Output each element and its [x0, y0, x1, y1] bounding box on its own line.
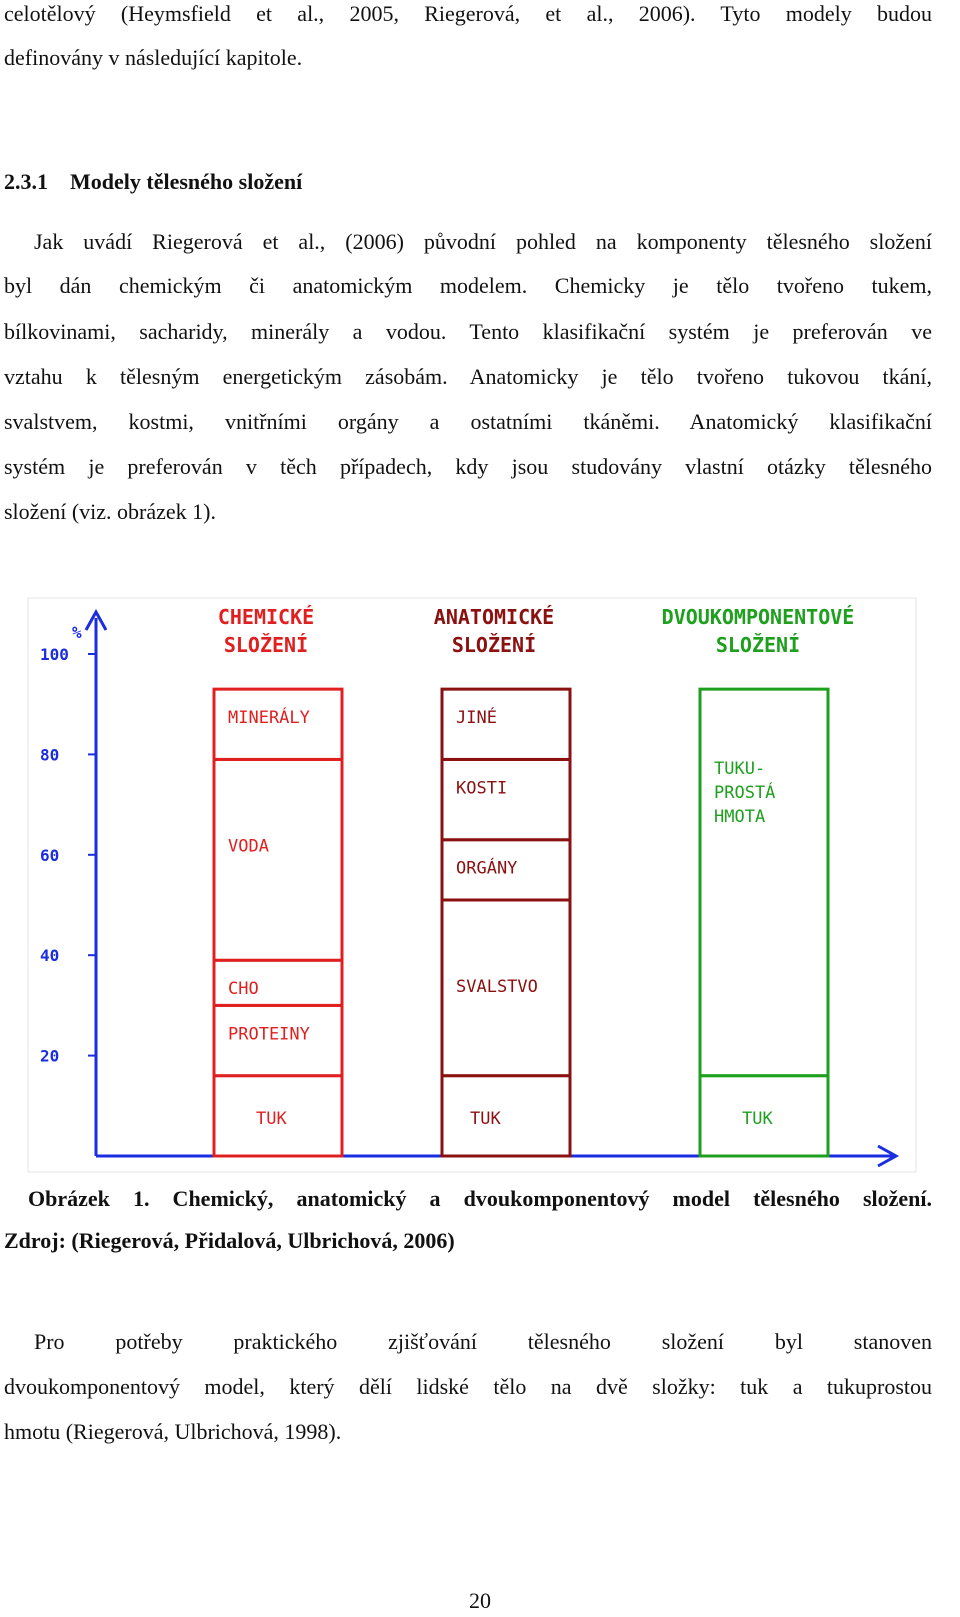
bar-segment [442, 1076, 570, 1156]
bar-segment-label: PROSTÁ [714, 783, 776, 804]
y-axis-label: % [72, 623, 82, 642]
column-title: SLOŽENÍ [715, 633, 801, 657]
paragraph-line: systém je preferován v těch případech, kdy jsou studovány vlastní otázky tělesného [4, 454, 932, 479]
paragraph-line: Jak uvádí Riegerová et al., (2006) původní pohled na komponenty tělesného složení [34, 229, 932, 254]
paragraph-line: složení (viz. obrázek 1). [4, 499, 216, 524]
bar-segment-label: PROTEINY [228, 1024, 310, 1045]
bar-segment-label: VODA [228, 836, 269, 857]
column-title: SLOŽENÍ [223, 633, 309, 657]
paragraph-line: bílkovinami, sacharidy, minerály a vodou. Tento klasifikační systém je preferován ve [4, 319, 932, 344]
column-title: SLOŽENÍ [451, 633, 537, 657]
body-composition-chart [26, 596, 918, 1176]
paragraph-line: hmotu (Riegerová, Ulbrichová, 1998). [4, 1419, 342, 1444]
figure-caption-line: Obrázek 1. Chemický, anatomický a dvoukomponentový model tělesného složení. [28, 1186, 932, 1211]
bar-segment-label: JINÉ [456, 708, 497, 729]
section-title: Modely tělesného složení [70, 169, 303, 194]
paragraph-line: Pro potřeby praktického zjišťování tělesného složení byl stanoven [34, 1329, 932, 1354]
section-heading [4, 168, 932, 196]
paragraph-line: vztahu k tělesným energetickým zásobám. Anatomicky je tělo tvořeno tukovou tkání, [4, 364, 932, 389]
y-tick-label: 60 [40, 845, 60, 865]
y-tick-label: 40 [40, 946, 60, 966]
figure-caption-line: Zdroj: (Riegerová, Přidalová, Ulbrichová, 2006) [4, 1228, 455, 1253]
paragraph-line: svalstvem, kostmi, vnitřními orgány a ostatními tkáněmi. Anatomický klasifikační [4, 409, 932, 434]
paragraph-line: byl dán chemickým či anatomickým modelem. Chemicky je tělo tvořeno tukem, [4, 273, 932, 298]
bar-segment-label: ORGÁNY [456, 858, 518, 879]
bar-segment-label: MINERÁLY [228, 708, 310, 729]
bar-segment-label: CHO [228, 979, 259, 1000]
bar-segment-label: TUK [742, 1108, 773, 1129]
bar-segment-label: SVALSTVO [456, 976, 538, 997]
page-number: 20 [469, 1588, 491, 1613]
bar-segment-label: TUKU- [714, 759, 766, 780]
column-title: ANATOMICKÉ [433, 605, 555, 629]
y-tick-label: 100 [40, 645, 69, 664]
y-tick-label: 80 [40, 745, 60, 765]
bar-segment-label: KOSTI [456, 778, 508, 799]
bar-segment-label: HMOTA [714, 807, 766, 828]
y-tick-label: 20 [40, 1046, 60, 1066]
bar-segment [214, 759, 342, 960]
paragraph-line: dvoukomponentový model, který dělí lidské tělo na dvě složky: tuk a tukuprostou [4, 1374, 932, 1399]
paragraph-line: celotělový (Heymsfield et al., 2005, Riegerová, et al., 2006). Tyto modely budou [4, 1, 932, 26]
paragraph-line: definovány v následující kapitole. [4, 45, 303, 70]
bar-segment-label: TUK [256, 1108, 287, 1129]
column-title: DVOUKOMPONENTOVÉ [661, 605, 855, 629]
bar-segment [442, 759, 570, 839]
section-number: 2.3.1 [4, 169, 48, 194]
column-title: CHEMICKÉ [217, 605, 315, 629]
bar-segment [700, 689, 828, 1076]
bar-segment-label: TUK [470, 1108, 501, 1129]
